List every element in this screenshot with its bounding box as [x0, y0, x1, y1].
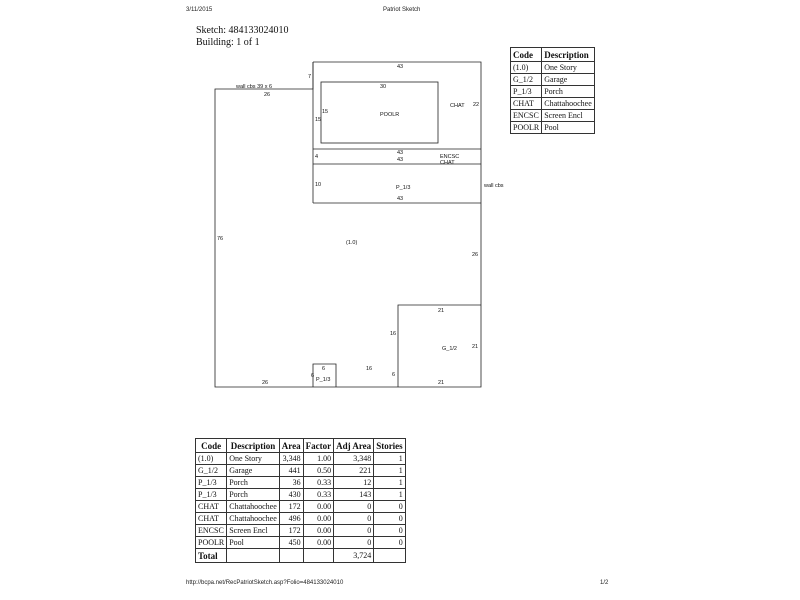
cell-factor: 0.33: [303, 489, 333, 501]
total-empty: [279, 549, 303, 563]
legend-header-description: Description: [542, 48, 595, 62]
building-count: Building: 1 of 1: [196, 37, 260, 48]
dim-garage-top: 21: [438, 308, 445, 314]
dim-bottom-mid: 16: [366, 366, 373, 372]
dim-chat-right: 22: [473, 102, 480, 108]
cell-code: CHAT: [196, 501, 227, 513]
cell-adj-area: 3,348: [334, 453, 374, 465]
dim-porch-bottom: 43: [397, 196, 404, 202]
wall-right-label: wall cbs: [484, 183, 504, 189]
cell-code: G_1/2: [196, 465, 227, 477]
cell-description: Screen Encl: [227, 525, 280, 537]
cell-description: Chattahoochee: [227, 501, 280, 513]
cell-description: Porch: [227, 489, 280, 501]
print-date: 3/11/2015: [186, 7, 213, 13]
dim-left-step: 7: [308, 74, 312, 80]
cell-stories: 1: [374, 489, 406, 501]
total-empty: [374, 549, 406, 563]
total-label: Total: [196, 549, 227, 563]
areas-header-factor: Factor: [303, 439, 333, 453]
cell-area: 36: [279, 477, 303, 489]
legend-code: P_1/3: [511, 86, 542, 98]
legend-row: [511, 122, 595, 134]
dim-pool-left: 15: [322, 109, 329, 115]
cell-factor: 0.00: [303, 537, 333, 549]
cell-code: POOLR: [196, 537, 227, 549]
cell-code: ENCSC: [196, 525, 227, 537]
total-empty: [227, 549, 280, 563]
cell-code: CHAT: [196, 513, 227, 525]
dim-wall-width: 26: [264, 92, 271, 98]
cell-stories: 1: [374, 465, 406, 477]
cell-stories: 1: [374, 453, 406, 465]
garage-label: G_1/2: [442, 346, 457, 352]
legend-code: G_1/2: [511, 74, 542, 86]
chat-label: CHAT: [450, 103, 465, 109]
areas-header-code: Code: [196, 439, 227, 453]
cell-factor: 0.00: [303, 513, 333, 525]
porch-label: P_1/3: [396, 185, 411, 191]
cell-factor: 0.00: [303, 525, 333, 537]
cell-description: One Story: [227, 453, 280, 465]
cell-adj-area: 0: [334, 525, 374, 537]
cell-factor: 0.33: [303, 477, 333, 489]
dim-strip-bottom: 43: [397, 157, 404, 163]
areas-header-description: Description: [227, 439, 280, 453]
area-calculation-table: [195, 438, 406, 563]
table-row: [196, 477, 406, 489]
legend-row: [511, 98, 595, 110]
small-porch-label: P_1/3: [316, 377, 331, 383]
cell-factor: 0.50: [303, 465, 333, 477]
cell-area: 172: [279, 525, 303, 537]
cell-adj-area: 143: [334, 489, 374, 501]
dim-top-outer: 43: [397, 64, 404, 70]
legend-description: One Story: [542, 62, 595, 74]
legend-row: [511, 86, 595, 98]
footer-page-number: 1/2: [600, 580, 609, 586]
cell-stories: 0: [374, 513, 406, 525]
cell-code: (1.0): [196, 453, 227, 465]
cell-factor: 0.00: [303, 501, 333, 513]
legend-description: Screen Encl: [542, 110, 595, 122]
legend-code: ENCSC: [511, 110, 542, 122]
code-legend-table: [510, 47, 595, 134]
cell-adj-area: 221: [334, 465, 374, 477]
legend-row: [511, 74, 595, 86]
cell-adj-area: 0: [334, 537, 374, 549]
total-empty: [303, 549, 333, 563]
cell-area: 172: [279, 501, 303, 513]
cell-description: Chattahoochee: [227, 513, 280, 525]
dim-pool-left2: 15: [315, 117, 322, 123]
legend-description: Garage: [542, 74, 595, 86]
table-row: [196, 453, 406, 465]
encsc-label: ENCSC: [440, 154, 460, 160]
dim-bottom-left: 26: [262, 380, 269, 386]
cell-adj-area: 0: [334, 501, 374, 513]
legend-code: (1.0): [511, 62, 542, 74]
page-header-title: Patriot Sketch: [383, 7, 421, 13]
cell-stories: 0: [374, 525, 406, 537]
table-row: [196, 513, 406, 525]
dim-strip-left: 4: [315, 154, 319, 160]
pool-label: POOLR: [380, 112, 400, 118]
legend-code: POOLR: [511, 122, 542, 134]
areas-header-area: Area: [279, 439, 303, 453]
dim-garage-step: 6: [392, 372, 396, 378]
cell-stories: 1: [374, 477, 406, 489]
dim-garage-bottom: 21: [438, 380, 445, 386]
dim-left-height: 76: [217, 236, 224, 242]
areas-header-stories: Stories: [374, 439, 406, 453]
cell-area: 496: [279, 513, 303, 525]
dim-pool-width: 30: [380, 84, 387, 90]
main-outline: [215, 62, 481, 387]
cell-code: P_1/3: [196, 489, 227, 501]
cell-area: 3,348: [279, 453, 303, 465]
legend-code: CHAT: [511, 98, 542, 110]
cell-description: Pool: [227, 537, 280, 549]
one-story-label: (1.0): [346, 240, 358, 246]
legend-description: Chattahoochee: [542, 98, 595, 110]
table-row: [196, 501, 406, 513]
dim-strip-top: 43: [397, 150, 404, 156]
table-row: [196, 537, 406, 549]
cell-stories: 0: [374, 501, 406, 513]
dim-small-porch-top: 6: [322, 366, 326, 372]
legend-description: Porch: [542, 86, 595, 98]
dim-small-porch-left: 6: [311, 373, 315, 379]
cell-adj-area: 0: [334, 513, 374, 525]
cell-area: 430: [279, 489, 303, 501]
garage-outline: [398, 305, 481, 387]
cell-code: P_1/3: [196, 477, 227, 489]
total-adj-area: 3,724: [334, 549, 374, 563]
legend-row: [511, 110, 595, 122]
total-row: [196, 549, 406, 563]
cell-area: 450: [279, 537, 303, 549]
legend-row: [511, 62, 595, 74]
cell-adj-area: 12: [334, 477, 374, 489]
legend-description: Pool: [542, 122, 595, 134]
wall-top-label: wall cbs 39 x 6: [236, 84, 273, 90]
chat2-label: CHAT: [440, 160, 455, 166]
cell-factor: 1.00: [303, 453, 333, 465]
sketch-id: Sketch: 484133024010: [196, 25, 289, 36]
cell-description: Porch: [227, 477, 280, 489]
table-row: [196, 465, 406, 477]
cell-stories: 0: [374, 537, 406, 549]
footer-url[interactable]: http://bcpa.net/RecPatriotSketch.asp?Folio=484133024010: [186, 580, 344, 586]
cell-area: 441: [279, 465, 303, 477]
areas-header-adj-area: Adj Area: [334, 439, 374, 453]
table-row: [196, 489, 406, 501]
dim-right-height: 26: [472, 252, 479, 258]
table-row: [196, 525, 406, 537]
dim-garage-left: 16: [390, 331, 397, 337]
dim-garage-right: 21: [472, 344, 479, 350]
cell-description: Garage: [227, 465, 280, 477]
legend-header-code: Code: [511, 48, 542, 62]
dim-porch-left: 10: [315, 182, 322, 188]
